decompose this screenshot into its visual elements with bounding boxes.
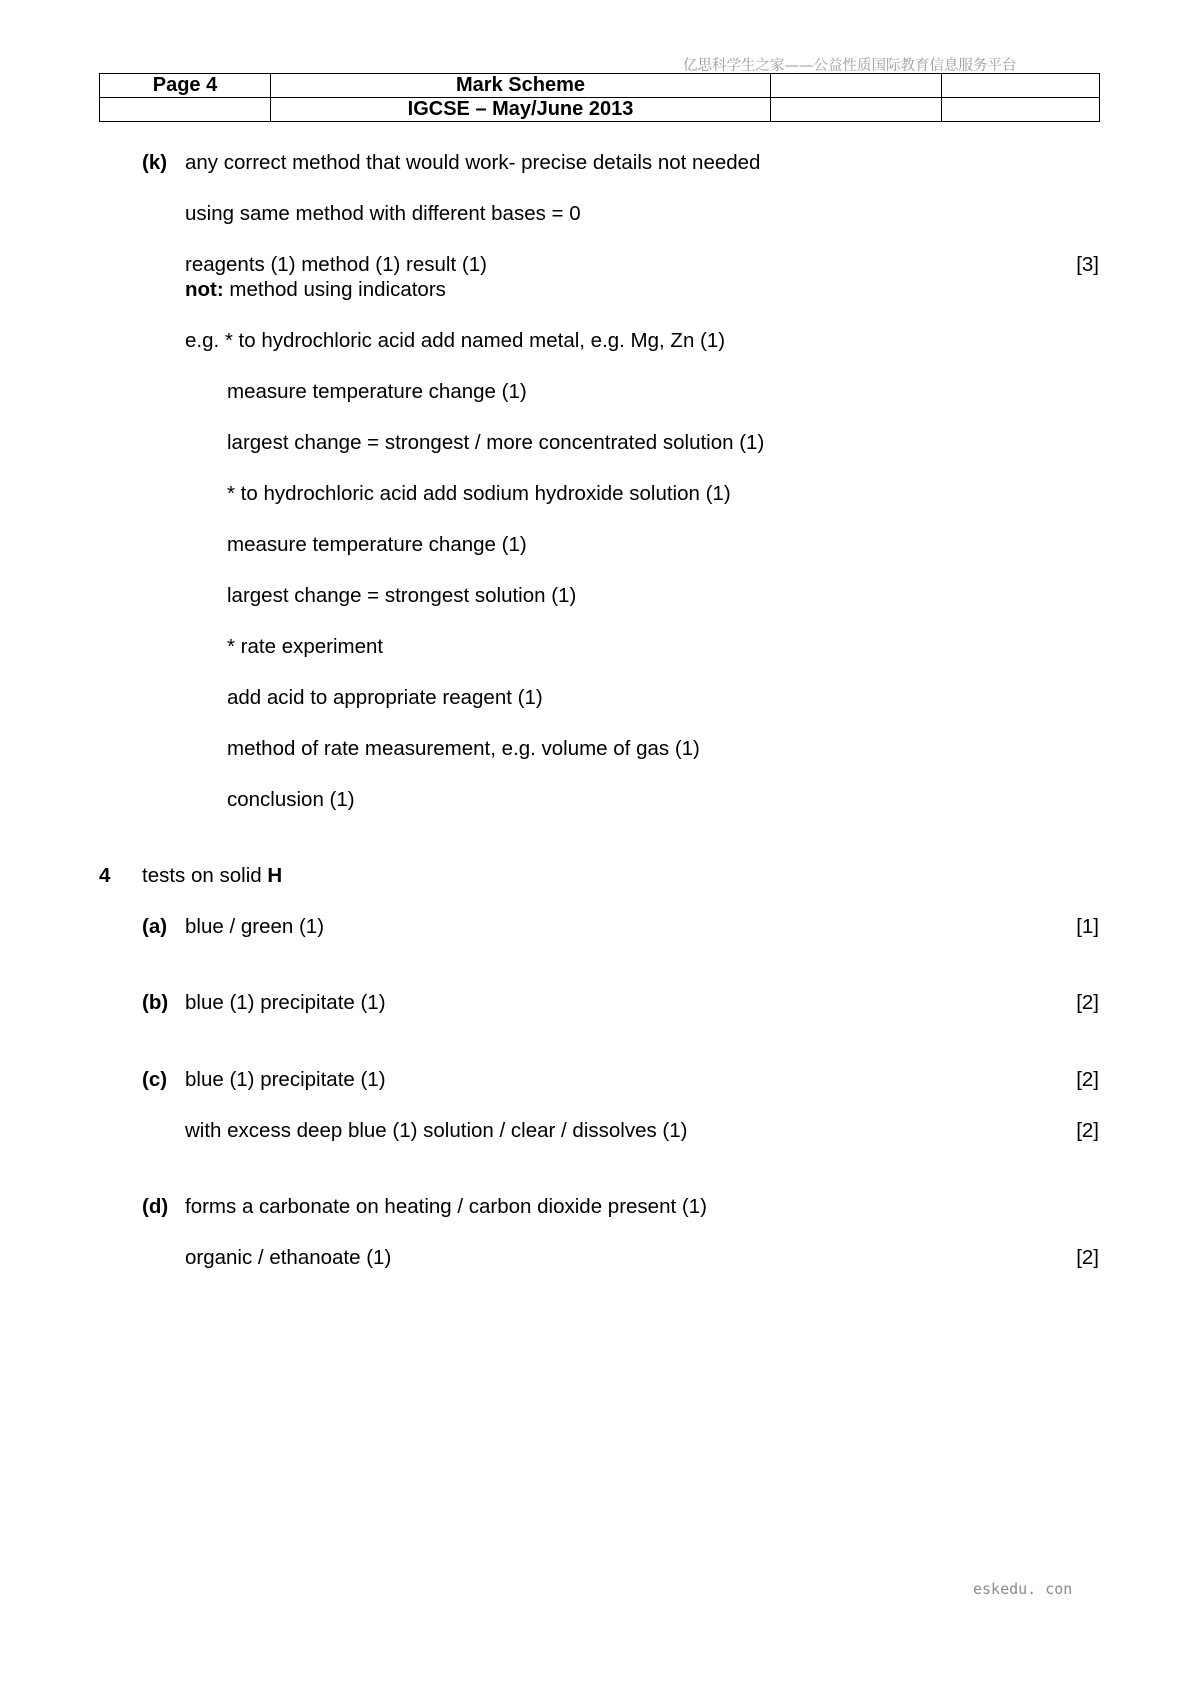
- part-k-not-line: [185, 278, 446, 302]
- part-k-line-3: reagents (1) method (1) result (1): [185, 253, 487, 276]
- part-d-text: forms a carbonate on heating / carbon dioxide present (1): [185, 1195, 707, 1218]
- part-b-text: blue (1) precipitate (1): [185, 991, 386, 1014]
- part-k-example: conclusion (1): [227, 788, 355, 811]
- part-k-example: add acid to appropriate reagent (1): [227, 686, 543, 709]
- document-subtitle: IGCSE – May/June 2013: [271, 98, 771, 122]
- header-empty-cell: [771, 98, 942, 122]
- part-k-example: method of rate measurement, e.g. volume of gas (1): [227, 737, 700, 760]
- watermark-top: 亿思科学生之家——公益性质国际教育信息服务平台: [683, 58, 1017, 74]
- not-text: method using indicators: [223, 278, 446, 301]
- question-4-intro-bold: H: [267, 864, 283, 887]
- part-b-mark: [2]: [1076, 991, 1099, 1014]
- header-empty-cell: [942, 74, 1100, 98]
- question-4-intro-text: tests on solid: [142, 864, 268, 887]
- part-c-mark: [2]: [1076, 1068, 1099, 1091]
- not-label: not:: [185, 278, 224, 301]
- part-k-example: measure temperature change (1): [227, 533, 527, 556]
- part-a-text: blue / green (1): [185, 915, 325, 938]
- part-k-example-intro: e.g. * to hydrochloric acid add named metal, e.g. Mg, Zn (1): [185, 329, 726, 352]
- part-c-text: blue (1) precipitate (1): [185, 1068, 386, 1091]
- question-4-number: 4: [99, 864, 111, 887]
- document-title: Mark Scheme: [271, 74, 771, 98]
- question-4-intro: [142, 864, 282, 888]
- part-k-example: * to hydrochloric acid add sodium hydroxide solution (1): [227, 482, 731, 505]
- part-k-example: largest change = strongest / more concentrated solution (1): [227, 431, 765, 454]
- part-c-mark-2: [2]: [1076, 1119, 1099, 1142]
- part-a-label: (a): [142, 915, 168, 938]
- header-empty-cell: [942, 98, 1100, 122]
- part-d-label: (d): [142, 1195, 169, 1218]
- part-k-example: * rate experiment: [227, 635, 384, 658]
- header-empty-cell: [771, 74, 942, 98]
- watermark-bottom: eskedu. con: [973, 1580, 1073, 1598]
- header-table: [99, 73, 1100, 122]
- part-k-mark: [3]: [1076, 253, 1099, 276]
- part-k-line-2: using same method with different bases = 0: [185, 202, 581, 225]
- part-k-example: largest change = strongest solution (1): [227, 584, 577, 607]
- part-k-line-1: any correct method that would work- precise details not needed: [185, 151, 761, 174]
- part-k-label: (k): [142, 151, 168, 174]
- part-a-mark: [1]: [1076, 915, 1099, 938]
- page-number: Page 4: [100, 74, 271, 98]
- part-c-text-2: with excess deep blue (1) solution / clear / dissolves (1): [185, 1119, 688, 1142]
- part-k-example: measure temperature change (1): [227, 380, 527, 403]
- header-empty-cell: [100, 98, 271, 122]
- part-b-label: (b): [142, 991, 169, 1014]
- part-c-label: (c): [142, 1068, 168, 1091]
- part-d-mark-2: [2]: [1076, 1246, 1099, 1269]
- part-d-text-2: organic / ethanoate (1): [185, 1246, 392, 1269]
